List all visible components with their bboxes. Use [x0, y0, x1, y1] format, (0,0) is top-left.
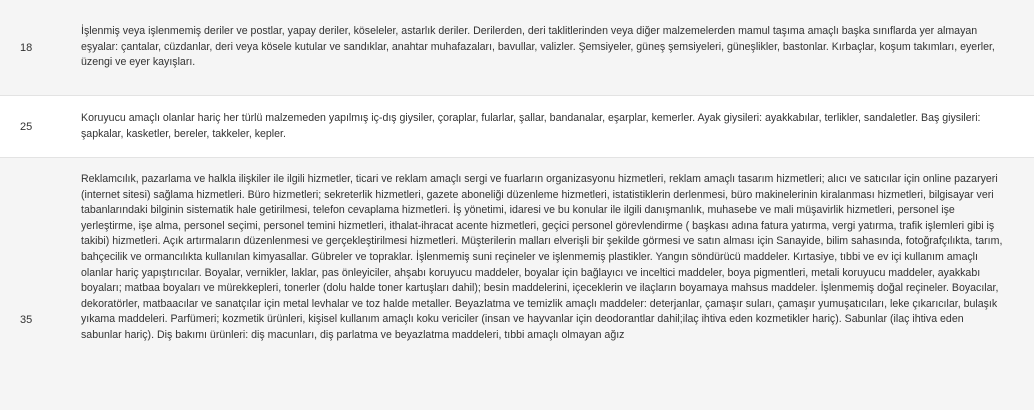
- class-description: Reklamcılık, pazarlama ve halkla ilişkiler ile ilgili hizmetler, ticari ve reklam amaçlı sergi ve fuarların organizasyonu hizmetleri, reklam amaçlı tasarım hizmetleri; alıcı ve satıcılar için online pazaryeri (internet sitesi) sağlama hizmetleri. Büro hizmetleri; sekreterlik hizmetleri, gazete aboneliği düzenleme hizmetleri, istatistiklerin derlenmesi, büro makinelerinin kiralanması hizmetleri, bilgisayar veri tabanlarındaki bilginin sistematik hale getirilmesi, telefon cevaplama hizmetleri. İş yönetimi, idaresi ve bu konular ile ilgili danışmanlık, muhasebe ve mali müşavirlik hizmetleri, personel işe yerleştirme, işe alma, personel seçimi, personel temini hizmetleri, ithalat-ihracat acente hizmetleri, geçici personel görevlendirme ( başkası adına fatura yatırma, vergi yatırma, trafik işlemleri gibi iş takibi) hizmetleri. Açık artırmaların düzenlenmesi ve gerçekleştirilmesi hizmetleri. Müşterilerin malları elverişli bir şekilde görmesi ve satın alması için Sanayide, bilim sahasında, fotoğrafçılıkta, tarım, bahçecilik ve ormancılıkta kullanılan kimyasallar. Gübreler ve topraklar. İşlenmemiş suni reçineler ve işlenmemiş plastikler. Yangın söndürücü maddeler. Kırtasiye, tıbbi ve ev içi kullanım amaçlı olanlar hariç yapıştırıcılar. Boyalar, vernikler, laklar, pas önleyiciler, ahşabı koruyucu maddeler, boyalar için bağlayıcı ve inceltici maddeler, boya pigmentleri, metali koruyucu maddeler, ayakkabı boyaları; matbaa boyaları ve mürekkepleri, tonerler (dolu halde toner kartuşları dahil); besin maddelerini, içeceklerin ve ilaçların boyamaya mahsus maddeler. İşlenmemiş doğal reçineler. Boyacılar, dekoratörler, matbaacılar ve sanatçılar için metal levhalar ve toz halde metaller. Beyazlatma ve temizlik amaçlı maddeler: deterjanlar, çamaşır suları, çamaşır yumuşatıcıları, leke çıkarıcılar, bulaşık yıkama maddeleri. Parfümeri; kozmetik ürünleri, kişisel kullanım amaçlı koku vericiler (insan ve hayvanlar için deodorantlar dahil;ilaç ihtiva eden kozmetikler hariç). Sabunlar (ilaç ihtiva eden sabunlar hariç). Diş bakımı ürünleri: diş macunları, diş parlatma ve beyazlatma maddeleri, tıbbi amaçlı olmayan ağız: [81, 173, 1003, 341]
- class-description: İşlenmiş veya işlenmemiş deriler ve postlar, yapay deriler, köseleler, astarlık deriler. Derilerden, deri taklitlerinden veya diğer malzemelerden mamul taşıma amaçlı başka sınıflarda yer almayan eşyalar: çantalar, cüzdanlar, deri veya kösele kutular ve sandıklar, anahtar muhafazaları, bavullar, valizler. Şemsiyeler, güneş şemsiyeleri, güneşlikler, bastonlar. Kırbaçlar, koşum takımları, eyerler, üzengi ve eyer kayışları.: [81, 25, 995, 69]
- table-row: [0, 0, 1034, 96]
- table-row: [0, 158, 1034, 410]
- class-description: Koruyucu amaçlı olanlar hariç her türlü malzemeden yapılmış iç-dış giysiler, çoraplar, fularlar, şallar, bandanalar, eşarplar, kemerler. Ayak giysileri: ayakkabılar, terlikler, sandaletler. Baş giysileri: şapkalar, kasketler, bereler, takkeler, kepler.: [81, 111, 981, 140]
- class-number: 25: [20, 120, 33, 133]
- table-row: [0, 96, 1034, 158]
- class-number: 35: [20, 314, 33, 326]
- class-number: 18: [20, 41, 33, 54]
